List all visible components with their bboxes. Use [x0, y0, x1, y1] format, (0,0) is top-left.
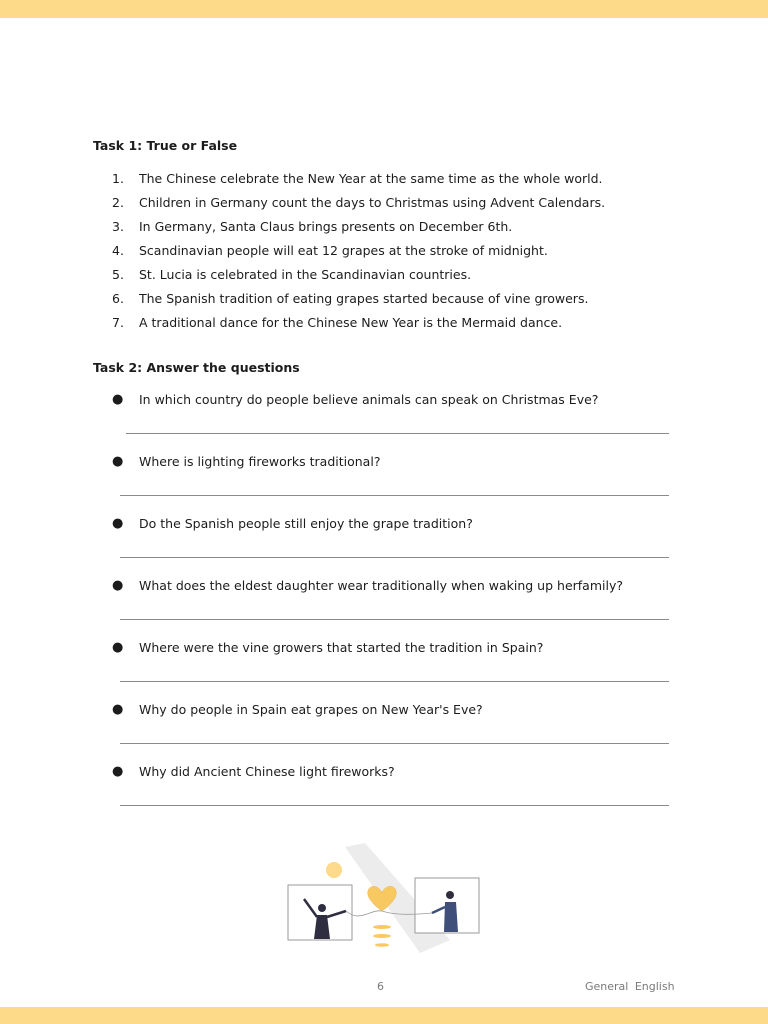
glow-ring — [375, 943, 389, 947]
answer-line[interactable] — [120, 557, 669, 558]
list-item: 1. The Chinese celebrate the New Year at the same time as the whole world. — [112, 170, 603, 186]
task2-title: Task 2: Answer the questions — [93, 360, 300, 375]
course-name: General English — [585, 980, 675, 993]
glow-ring — [373, 925, 391, 929]
list-item: 5. St. Lucia is celebrated in the Scandinavian countries. — [112, 266, 472, 282]
answer-line[interactable] — [120, 805, 669, 806]
question-item: ● Why did Ancient Chinese light fireworks? — [112, 763, 395, 779]
question-item: ● Where is lighting fireworks traditional? — [112, 453, 381, 469]
page-number: 6 — [377, 980, 384, 993]
question-item: ● Where were the vine growers that started the tradition in Spain? — [112, 639, 544, 655]
answer-line[interactable] — [120, 619, 669, 620]
question-item: ● What does the eldest daughter wear traditionally when waking up herfamily? — [112, 577, 623, 593]
list-item: 7. A traditional dance for the Chinese New Year is the Mermaid dance. — [112, 314, 563, 330]
task1-title: Task 1: True or False — [93, 138, 238, 153]
sun-circle — [326, 862, 342, 878]
list-item: 3. In Germany, Santa Claus brings presents on December 6th. — [112, 218, 513, 234]
question-item: ● Do the Spanish people still enjoy the grape tradition? — [112, 515, 473, 531]
task1-list — [112, 166, 605, 334]
glow-ring — [373, 934, 391, 938]
bottom-accent-band — [0, 1007, 768, 1024]
answer-line[interactable] — [120, 681, 669, 682]
list-item: 4. Scandinavian people will eat 12 grapes at the stroke of midnight. — [112, 242, 548, 258]
list-item: 6. The Spanish tradition of eating grapes started because of vine growers. — [112, 290, 589, 306]
answer-line[interactable] — [120, 743, 669, 744]
top-accent-band — [0, 0, 768, 18]
answer-line[interactable] — [126, 433, 669, 434]
answer-line[interactable] — [120, 495, 669, 496]
question-item: ● In which country do people believe animals can speak on Christmas Eve? — [112, 391, 599, 407]
heart-connection-illustration — [270, 835, 510, 960]
list-item: 2. Children in Germany count the days to Christmas using Advent Calendars. — [112, 194, 606, 210]
question-item: ● Why do people in Spain eat grapes on New Year's Eve? — [112, 701, 483, 717]
